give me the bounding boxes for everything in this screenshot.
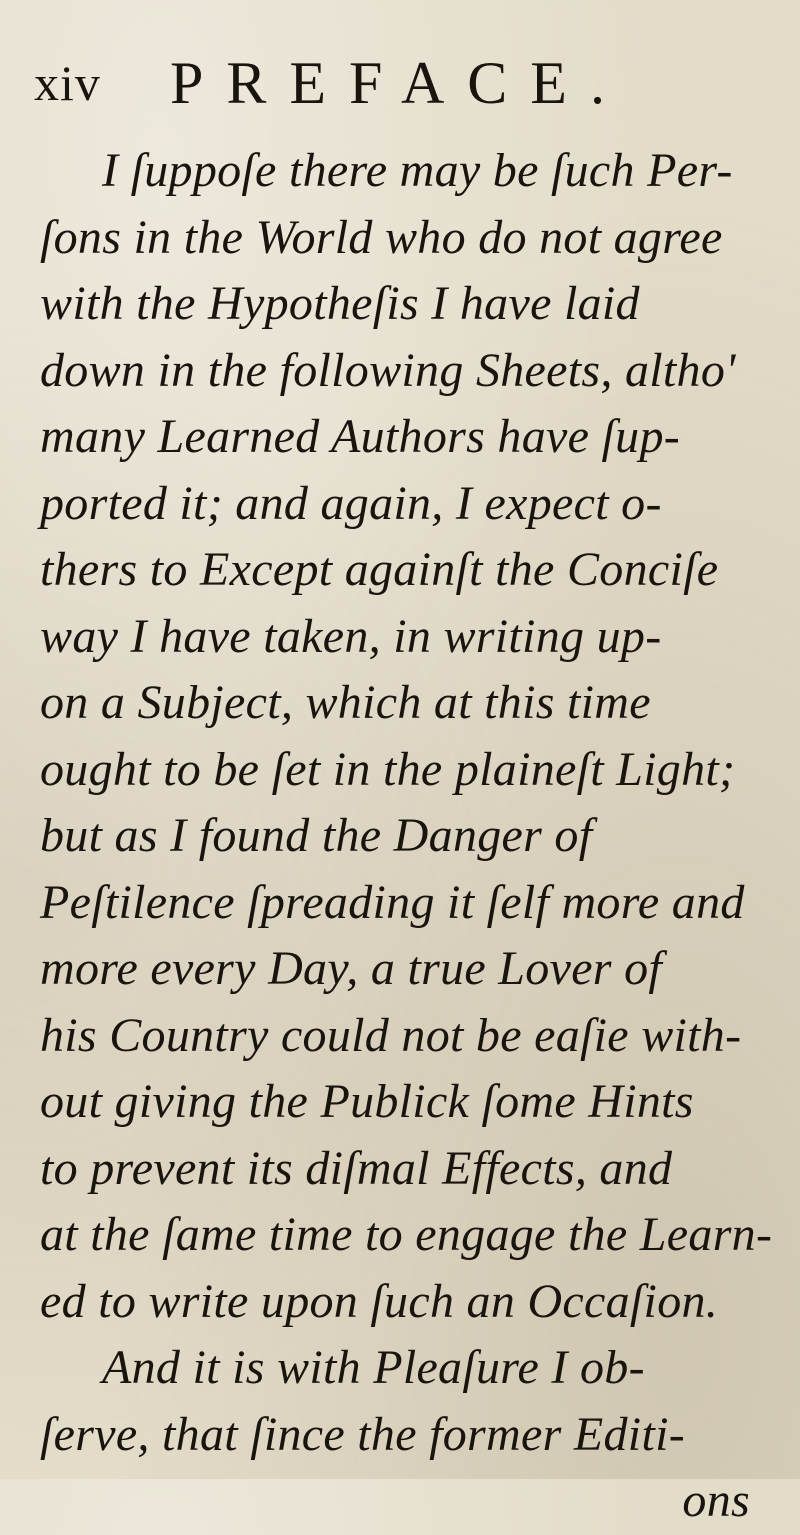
catchword: ons [682,1474,750,1527]
text-line: many Learned Authors have ſup- [40,410,681,463]
text-line: his Country could not be eaſie with- [40,1008,742,1062]
text-line: to prevent its diſmal Effects, and [40,1141,673,1195]
text-line: more every Day, a true Lover of [40,942,663,995]
text-line: ſerve, that ſince the former Editi- [40,1407,685,1461]
body-text [40,138,780,1535]
page-number: xiv [34,55,101,111]
text-line: thers to Except againſt the Conciſe [40,543,719,596]
text-line: I ſuppoſe there may be ſuch Per- [102,144,733,197]
page-header [34,28,774,138]
text-line: but as I found the Danger of [40,809,593,862]
text-line: ported it; and again, I expect o- [40,476,662,530]
text-line: way I have taken, in writing up- [40,609,662,663]
text-line: ed to write upon ſuch an Occaſion. [40,1274,719,1328]
text-line: at the ſame time to engage the Learn- [40,1208,773,1261]
running-head: PREFACE. [170,50,628,116]
text-line: with the Hypotheſis I have laid [40,277,640,330]
text-line: ought to be ſet in the plaineſt Light; [40,742,736,796]
text-line: on a Subject, which at this time [40,676,651,729]
text-line: down in the following Sheets, altho' [40,343,736,397]
text-line: Peſtilence ſpreading it ſelf more and [40,875,745,929]
text-line: ſons in the World who do not agree [40,210,723,264]
text-line: out giving the Publick ſome Hints [40,1075,694,1128]
text-line: And it is with Pleaſure I ob- [102,1341,645,1394]
